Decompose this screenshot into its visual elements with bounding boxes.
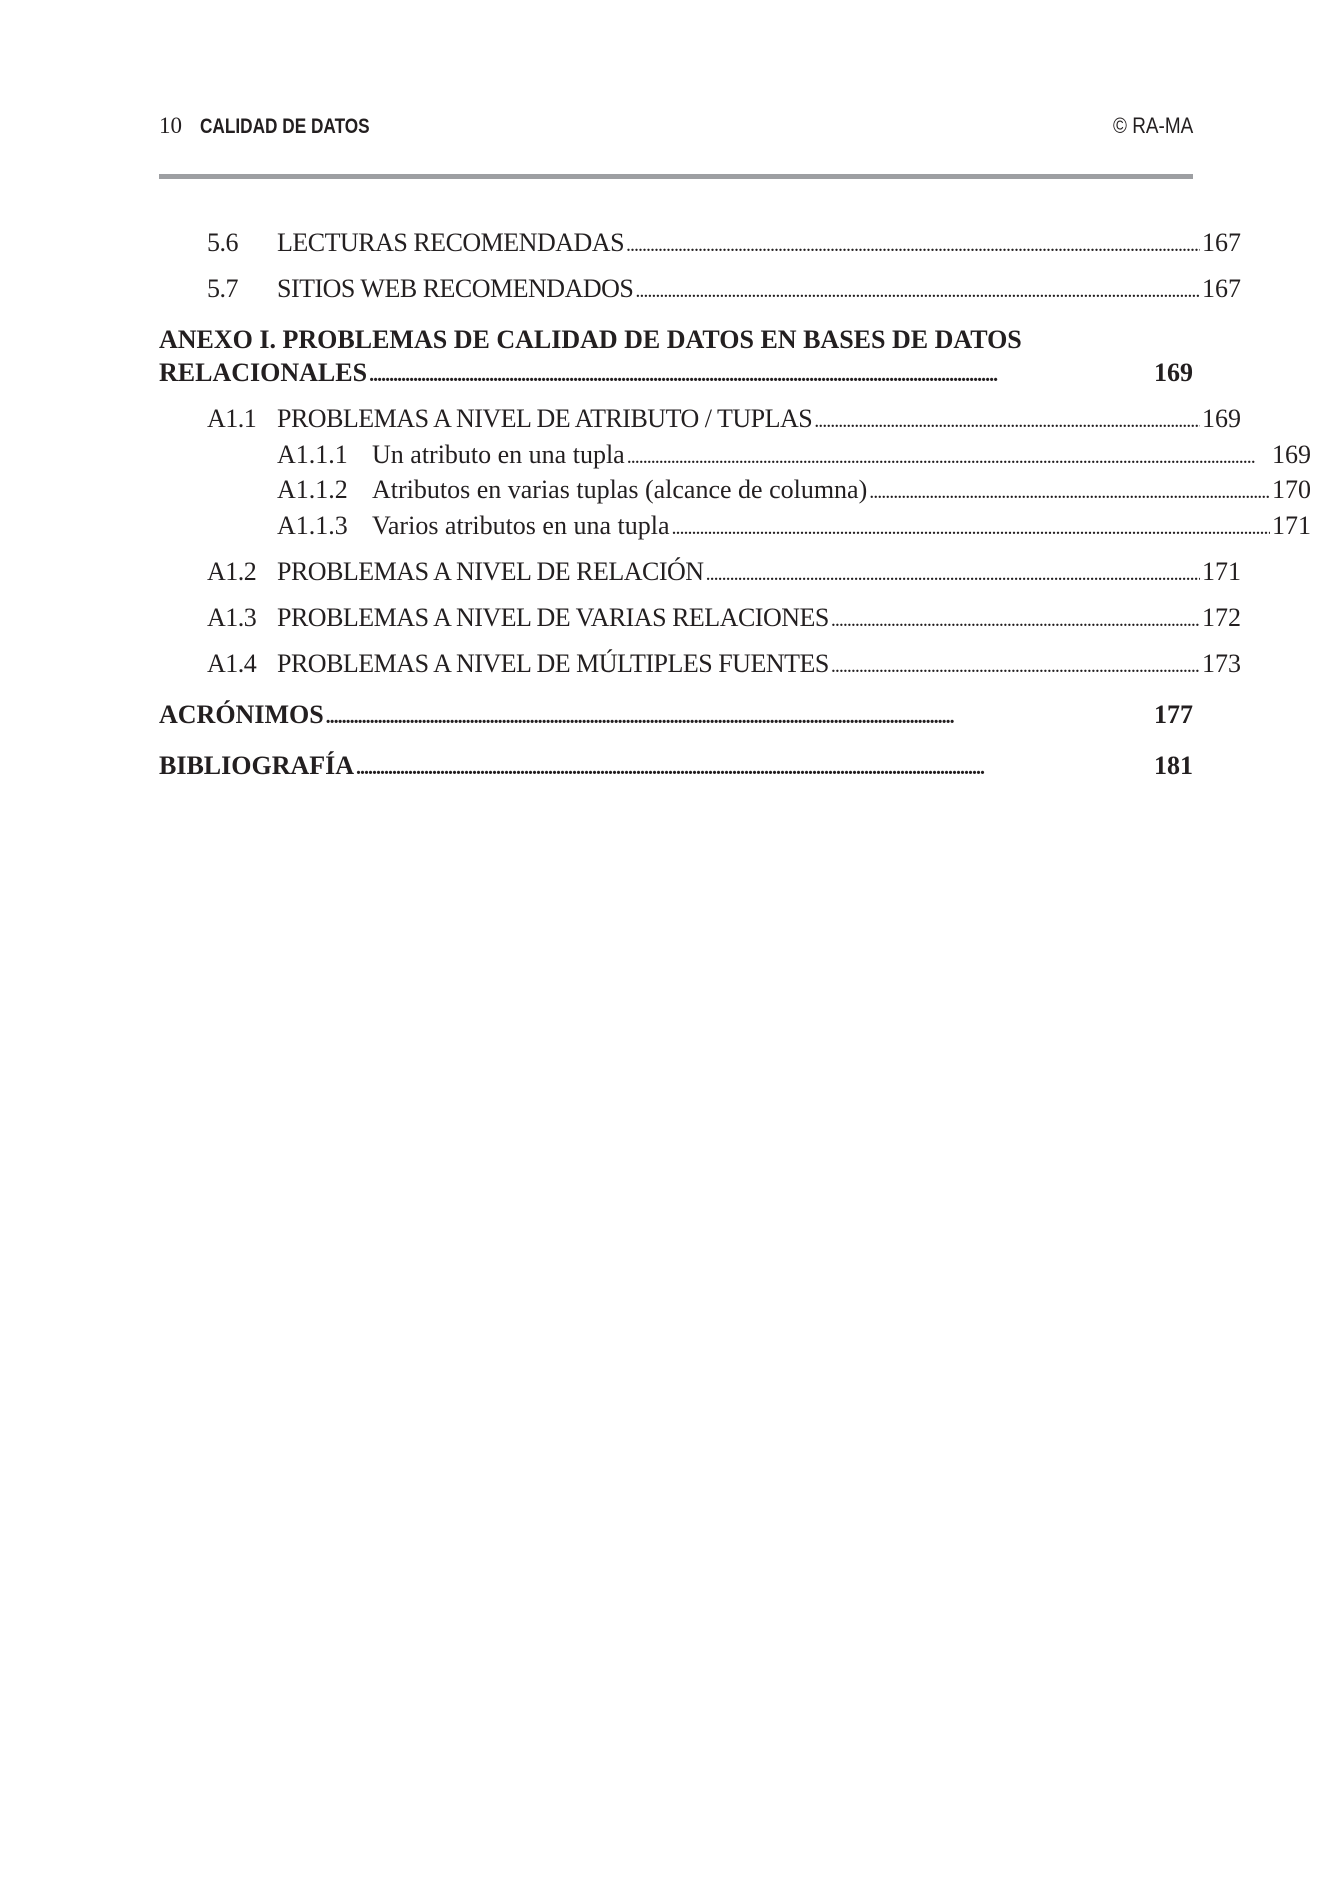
leader-dots — [326, 700, 1152, 730]
toc-entry-number: A1.2 — [207, 557, 257, 586]
toc-entry-number: A1.1.1 — [277, 440, 348, 469]
book-title: CALIDAD DE DATOS — [200, 115, 370, 138]
leader-dots — [869, 475, 1270, 505]
toc-entry-title: ACRÓNIMOS — [159, 700, 324, 729]
toc-entry-page: 172 — [1202, 603, 1241, 632]
toc-entry-page: 171 — [1202, 557, 1241, 586]
toc-entry-page: 169 — [1272, 440, 1311, 469]
toc-chapter-anexo-title[interactable]: ANEXO I. PROBLEMAS DE CALIDAD DE DATOS EN BASES DE DATOS — [159, 325, 1022, 354]
leader-dots — [627, 440, 1270, 470]
toc-chapter-anexo[interactable] — [159, 358, 1193, 394]
toc-entry-page: 177 — [1154, 700, 1193, 729]
leader-dots — [626, 228, 1200, 258]
publisher-mark: © RA-MA — [1112, 113, 1193, 138]
toc-entry-title: RELACIONALES — [159, 358, 368, 387]
toc-entry-page: 171 — [1272, 511, 1311, 540]
toc-entry-page: 169 — [1202, 404, 1241, 433]
leader-dots — [635, 274, 1200, 304]
toc-entry-page: 167 — [1202, 274, 1241, 303]
toc-entry-title: Varios atributos en una tupla — [372, 511, 670, 540]
toc-entry-a1-4[interactable] — [159, 649, 1241, 685]
running-header — [159, 113, 1193, 149]
toc-entry-number: A1.1.2 — [277, 475, 348, 504]
leader-dots — [831, 649, 1200, 679]
leader-dots — [814, 404, 1200, 434]
toc-entry-number: A1.1 — [207, 404, 257, 433]
leader-dots — [369, 358, 1152, 388]
toc-entry-title: PROBLEMAS A NIVEL DE VARIAS RELACIONES — [277, 603, 829, 632]
toc-entry-a1-1-3[interactable] — [159, 511, 1311, 547]
toc-entry-a1-2[interactable] — [159, 557, 1241, 593]
toc-entry-page: 173 — [1202, 649, 1241, 678]
toc-entry-page: 181 — [1154, 751, 1193, 780]
toc-entry-number: A1.1.3 — [277, 511, 348, 540]
toc-entry-page: 167 — [1202, 228, 1241, 257]
toc-chapter-bibliografia[interactable] — [159, 751, 1193, 787]
toc-entry-page: 170 — [1272, 475, 1311, 504]
toc-entry-number: 5.6 — [207, 228, 238, 257]
leader-dots — [672, 511, 1271, 541]
toc-chapter-acronimos[interactable] — [159, 700, 1193, 736]
toc-entry-number: 5.7 — [207, 274, 238, 303]
leader-dots — [356, 751, 1152, 781]
toc-entry-number: A1.4 — [207, 649, 257, 678]
toc-entry-title: PROBLEMAS A NIVEL DE ATRIBUTO / TUPLAS — [277, 404, 813, 433]
toc-entry-a1-1-1[interactable] — [159, 440, 1311, 476]
toc-entry-5-6[interactable] — [159, 228, 1241, 264]
header-rule — [159, 174, 1193, 179]
toc-entry-number: A1.3 — [207, 603, 257, 632]
page-number: 10 — [159, 113, 182, 138]
toc-entry-title: LECTURAS RECOMENDADAS — [277, 228, 625, 257]
toc-entry-title: PROBLEMAS A NIVEL DE MÚLTIPLES FUENTES — [277, 649, 829, 678]
toc-entry-title: SITIOS WEB RECOMENDADOS — [277, 274, 634, 303]
toc-entry-5-7[interactable] — [159, 274, 1241, 310]
toc-entry-a1-1[interactable] — [159, 404, 1241, 440]
toc-entry-title: PROBLEMAS A NIVEL DE RELACIÓN — [277, 557, 704, 586]
leader-dots — [706, 557, 1200, 587]
leader-dots — [831, 603, 1200, 633]
toc-entry-title: Atributos en varias tuplas (alcance de columna) — [372, 475, 868, 504]
toc-entry-page: 169 — [1154, 358, 1193, 387]
toc-entry-a1-3[interactable] — [159, 603, 1241, 639]
toc-entry-a1-1-2[interactable] — [159, 475, 1311, 511]
toc-entry-title: BIBLIOGRAFÍA — [159, 751, 355, 780]
toc-entry-title: Un atributo en una tupla — [372, 440, 625, 469]
